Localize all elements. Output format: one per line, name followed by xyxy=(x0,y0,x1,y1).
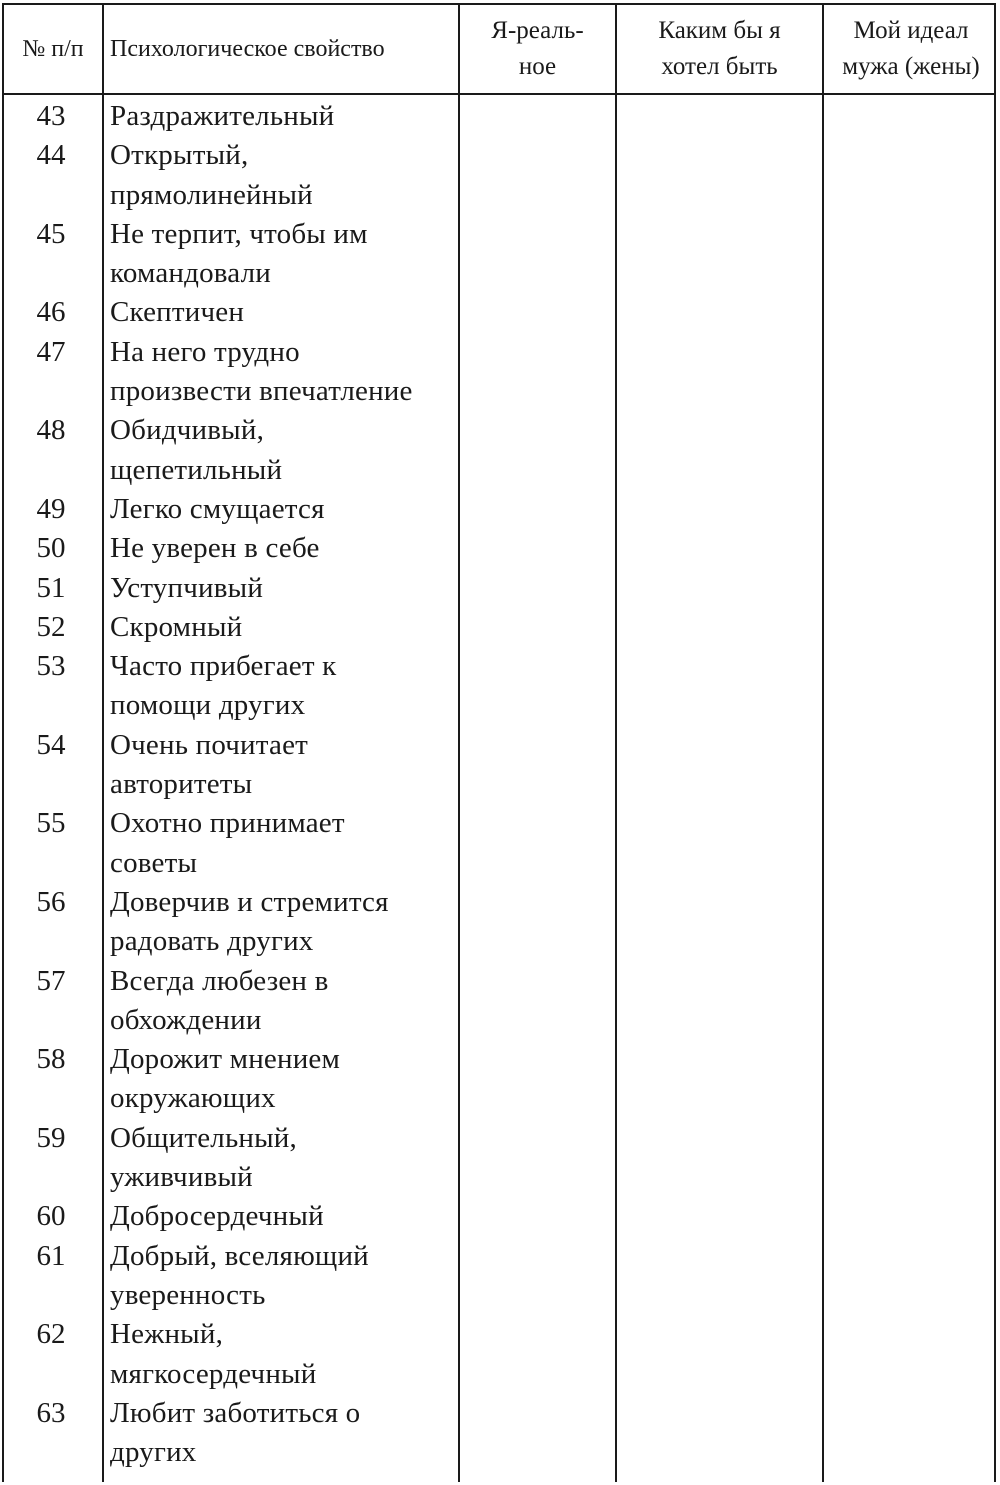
table-row xyxy=(4,726,994,805)
table-row xyxy=(4,1040,994,1119)
row-property: Часто прибегает к помощи других xyxy=(110,650,337,722)
table-row xyxy=(4,1315,994,1394)
row-property: Обидчивый, щепетильный xyxy=(110,414,283,486)
row-number: 55 xyxy=(36,807,66,840)
header-real-self: Я-реаль- ное xyxy=(491,17,584,80)
table-row xyxy=(4,883,994,962)
table-row xyxy=(4,1119,994,1198)
row-number: 48 xyxy=(36,414,66,447)
row-property: Дорожит мнением окружающих xyxy=(110,1043,341,1115)
row-property: На него трудно произвести впечатление xyxy=(110,335,413,408)
header-desired-self: Каким бы я хотел быть xyxy=(658,17,781,80)
header-property: Психологическое свойство xyxy=(110,36,385,62)
row-number: 47 xyxy=(36,335,66,368)
table-row xyxy=(4,411,994,490)
row-property: Нежный, мягкосердечный xyxy=(110,1318,317,1390)
row-property: Не терпит, чтобы им командовали xyxy=(110,217,368,290)
row-number: 63 xyxy=(36,1396,66,1429)
table-row xyxy=(4,1394,994,1473)
row-property: Раздражительный xyxy=(110,100,335,132)
row-property: Скромный xyxy=(110,610,243,643)
row-number: 60 xyxy=(36,1200,66,1233)
row-property: Любит заботиться о других xyxy=(110,1396,361,1469)
table-row xyxy=(4,215,994,294)
row-number: 50 xyxy=(36,532,66,565)
row-property: Очень почитает авторитеты xyxy=(110,728,309,801)
row-property: Общительный, уживчивый xyxy=(110,1121,297,1194)
table-row xyxy=(4,647,994,726)
table-row xyxy=(4,333,994,412)
table-row xyxy=(4,293,994,332)
table-row xyxy=(4,1237,994,1316)
table-row xyxy=(4,569,994,608)
table-row xyxy=(4,97,994,136)
row-number: 53 xyxy=(36,650,66,683)
row-property: Не уверен в себе xyxy=(110,532,320,565)
row-number: 62 xyxy=(36,1318,66,1351)
row-property: Охотно принимает советы xyxy=(110,807,345,879)
table-body xyxy=(4,97,994,1472)
row-number: 49 xyxy=(36,492,66,525)
questionnaire-table xyxy=(2,3,996,1482)
row-number: 46 xyxy=(36,296,66,329)
table-row xyxy=(4,136,994,215)
row-number: 58 xyxy=(36,1043,66,1076)
row-number: 57 xyxy=(36,964,66,997)
row-number: 61 xyxy=(36,1239,66,1272)
table-row xyxy=(4,1197,994,1236)
row-number: 43 xyxy=(36,100,66,132)
row-number: 54 xyxy=(36,728,66,761)
row-number: 52 xyxy=(36,610,66,643)
table-row xyxy=(4,490,994,529)
row-number: 51 xyxy=(36,571,66,604)
row-property: Уступчивый xyxy=(110,571,264,604)
row-property: Легко смущается xyxy=(110,492,325,525)
header-number: № п/п xyxy=(22,36,84,62)
header-divider xyxy=(4,93,994,95)
row-number: 44 xyxy=(36,139,66,172)
row-property: Всегда любезен в обхождении xyxy=(110,964,329,1036)
header-ideal-spouse: Мой идеал мужа (жены) xyxy=(842,17,980,80)
table-row xyxy=(4,804,994,883)
table-row xyxy=(4,608,994,647)
row-property: Скептичен xyxy=(110,296,245,329)
row-property: Добросердечный xyxy=(110,1200,324,1233)
table-row xyxy=(4,529,994,568)
row-number: 56 xyxy=(36,885,66,918)
row-property: Добрый, вселяющий уверенность xyxy=(110,1239,369,1311)
row-property: Открытый, прямолинейный xyxy=(110,139,313,211)
row-number: 59 xyxy=(36,1121,66,1154)
row-number: 45 xyxy=(36,217,66,250)
table-row xyxy=(4,962,994,1041)
row-property: Доверчив и стремится радовать других xyxy=(110,885,389,958)
